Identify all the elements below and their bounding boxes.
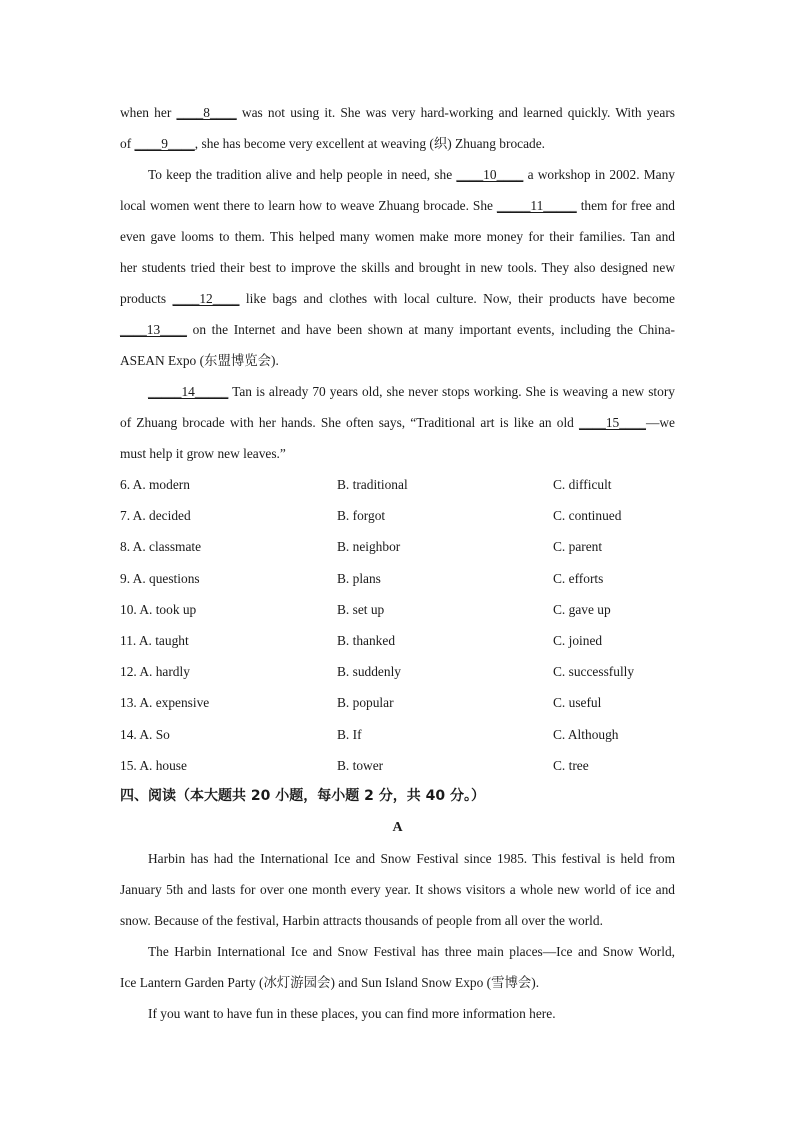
option-b: B. suddenly — [337, 664, 401, 680]
option-a: 12. A. hardly — [120, 664, 190, 680]
blank-13: ____13____ — [120, 322, 187, 337]
option-a: 6. A. modern — [120, 477, 190, 492]
passage-text: of — [120, 136, 135, 151]
option-a: 14. A. So — [120, 726, 170, 742]
option-a: 13. A. expensive — [120, 695, 210, 711]
option-a: 15. A. house — [120, 757, 187, 773]
passage-line: must help it grow new leaves.” — [120, 446, 286, 461]
option-c: C. difficult — [553, 477, 612, 492]
option-c: C. joined — [553, 632, 603, 648]
passage-text: of Zhuang brocade with her hands. She often says, “Traditional art is like an old — [120, 415, 580, 430]
option-row — [120, 719, 675, 750]
passage-text: on the Internet and have been shown at many important events, including the China- — [186, 322, 675, 337]
option-row — [120, 531, 675, 562]
option-row — [120, 563, 675, 594]
option-row — [120, 500, 675, 531]
option-b: B. forgot — [337, 508, 386, 524]
section-heading: 四、阅读（本大题共 20 小题，每小题 2 分，共 40 分。） — [120, 787, 485, 804]
option-row — [120, 594, 675, 625]
option-b: B. neighbor — [337, 539, 401, 555]
passage-text: local women went there to learn how to weave Zhuang brocade. She — [120, 198, 497, 213]
blank-10: ____10____ — [456, 167, 524, 182]
option-b: B. tower — [337, 757, 384, 773]
option-row — [120, 687, 675, 718]
passage-line: January 5th and lasts for over one month every year. It shows visitors a whole new world of ice and — [120, 881, 675, 897]
blank-14: _____14_____ — [148, 384, 229, 399]
option-a: 11. A. taught — [120, 632, 189, 648]
option-a: 10. A. took up — [120, 601, 197, 617]
option-row — [120, 469, 675, 500]
passage-text: products — [120, 291, 173, 306]
passage-text: To keep the tradition alive and help people in need, she — [148, 167, 457, 182]
passage-line — [120, 190, 675, 221]
passage-line: her students tried their best to improve the skills and brought in new tools. They also designed new — [120, 260, 675, 275]
passage-text: Tan is already 70 years old, she never stops working. She is weaving a new story — [228, 384, 675, 399]
option-c: C. parent — [553, 539, 603, 555]
passage-line: Ice Lantern Garden Party (冰灯游园会) and Sun Island Snow Expo (雪博会). — [120, 974, 540, 990]
passage-line: The Harbin International Ice and Snow Festival has three main places—Ice and Snow World, — [148, 943, 675, 959]
option-b: B. thanked — [337, 632, 396, 648]
passage-label: A — [392, 819, 403, 835]
passage-line — [120, 128, 675, 159]
passage-text: , she has become very excellent at weaving (织) Zhuang brocade. — [194, 136, 546, 151]
option-c: C. tree — [553, 757, 589, 773]
passage-text: was not using it. She was very hard-working and learned quickly. With years — [236, 105, 675, 120]
blank-11: _____11_____ — [496, 198, 577, 213]
passage-line: even gave looms to them. This helped many women make more money for their families. Tan and — [120, 229, 675, 244]
exam-page — [120, 97, 675, 1029]
passage-line — [120, 283, 675, 314]
blank-8: ____8____ — [176, 105, 237, 120]
option-a: 8. A. classmate — [120, 539, 202, 555]
passage-line: If you want to have fun in these places, you can find more information here. — [148, 1005, 556, 1021]
option-c: C. efforts — [553, 570, 604, 586]
passage-text: when her — [120, 105, 177, 120]
passage-line: ASEAN Expo (东盟博览会). — [120, 353, 279, 368]
option-row — [120, 750, 675, 781]
option-b: B. If — [337, 726, 362, 742]
passage-line: snow. Because of the festival, Harbin attracts thousands of people from all over the world. — [120, 912, 603, 928]
passage-line — [120, 407, 675, 438]
option-b: B. traditional — [337, 477, 408, 492]
option-c: C. successfully — [553, 664, 635, 680]
option-c: C. Although — [553, 726, 619, 742]
passage-text: them for free and — [576, 198, 675, 213]
option-c: C. useful — [553, 695, 602, 711]
blank-9: ____9____ — [134, 136, 195, 151]
option-row — [120, 625, 675, 656]
passage-line — [120, 159, 675, 190]
option-b: B. popular — [337, 695, 394, 711]
option-c: C. continued — [553, 508, 622, 524]
passage-line — [120, 314, 675, 345]
passage-line — [120, 97, 675, 128]
option-a: 9. A. questions — [120, 570, 200, 586]
option-c: C. gave up — [553, 601, 611, 617]
passage-text: —we — [645, 415, 675, 430]
passage-text: a workshop in 2002. Many — [523, 167, 675, 182]
option-b: B. plans — [337, 570, 381, 586]
blank-12: ____12____ — [172, 291, 240, 306]
passage-line: Harbin has had the International Ice and Snow Festival since 1985. This festival is held from — [148, 850, 675, 866]
options-list — [120, 469, 675, 781]
passage-line — [120, 376, 675, 407]
option-a: 7. A. decided — [120, 508, 191, 524]
option-b: B. set up — [337, 601, 385, 617]
option-row — [120, 656, 675, 687]
blank-15: ____15____ — [579, 415, 646, 430]
passage-text: like bags and clothes with local culture. Now, their products have become — [239, 291, 675, 306]
